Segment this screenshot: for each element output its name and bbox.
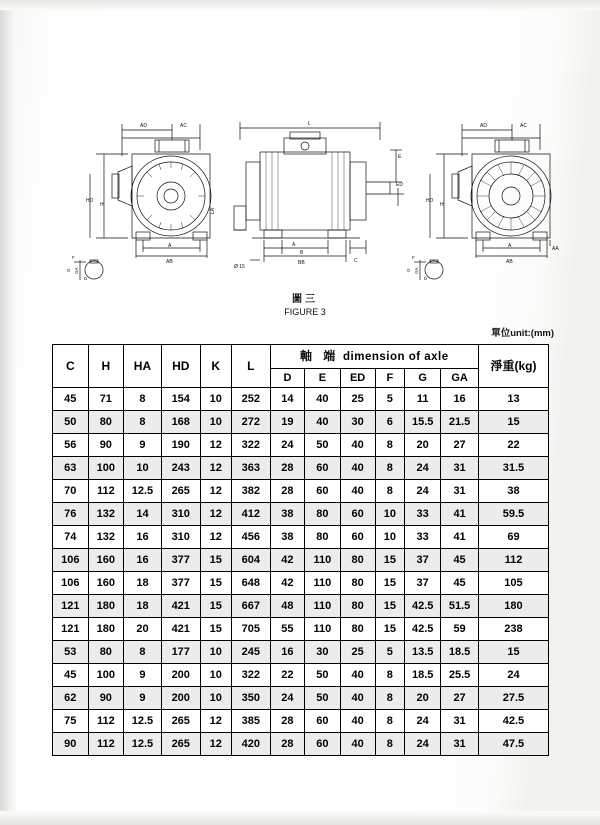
cell-h: 100 (88, 457, 124, 480)
cell-hd: 421 (161, 595, 200, 618)
cell-e: 60 (305, 480, 340, 503)
cell-g: 15.5 (405, 411, 441, 434)
cell-h: 71 (88, 388, 124, 411)
cell-g: 33 (405, 503, 441, 526)
svg-text:Ø 15: Ø 15 (234, 264, 245, 270)
cell-k: 12 (200, 710, 231, 733)
cell-ed: 80 (340, 549, 375, 572)
cell-ed: 40 (340, 434, 375, 457)
cell-ga: 45 (441, 549, 479, 572)
cell-g: 20 (405, 687, 441, 710)
cell-hd: 310 (161, 526, 200, 549)
header-e: E (305, 369, 340, 388)
cell-h: 100 (88, 664, 124, 687)
svg-text:HD: HD (426, 198, 434, 204)
cell-ed: 40 (340, 710, 375, 733)
figure-caption-en: FIGURE 3 (284, 307, 326, 317)
cell-hd: 154 (161, 388, 200, 411)
cell-g: 24 (405, 457, 441, 480)
cell-h: 112 (88, 480, 124, 503)
cell-e: 110 (305, 572, 340, 595)
cell-ed: 40 (340, 733, 375, 756)
cell-f: 10 (375, 526, 405, 549)
cell-ed: 80 (340, 572, 375, 595)
cell-weight: 59.5 (478, 503, 548, 526)
cell-g: 24 (405, 710, 441, 733)
cell-hd: 200 (161, 687, 200, 710)
cell-c: 45 (53, 664, 89, 687)
cell-hd: 243 (161, 457, 200, 480)
header-ga: GA (441, 369, 479, 388)
cell-weight: 38 (478, 480, 548, 503)
cell-weight: 112 (478, 549, 548, 572)
cell-h: 80 (88, 411, 124, 434)
cell-g: 33 (405, 526, 441, 549)
cell-l: 363 (231, 457, 270, 480)
cell-ga: 59 (441, 618, 479, 641)
svg-text:AD: AD (480, 123, 487, 129)
cell-f: 8 (375, 664, 405, 687)
cell-k: 15 (200, 618, 231, 641)
header-axle-group-en: dimension of axle (343, 351, 449, 363)
svg-text:E: E (398, 154, 402, 160)
table-head (53, 345, 549, 388)
cell-hd: 377 (161, 549, 200, 572)
table-body (53, 388, 549, 756)
cell-ed: 25 (340, 641, 375, 664)
table-header-row-1 (53, 345, 549, 369)
cell-f: 8 (375, 480, 405, 503)
cell-k: 12 (200, 733, 231, 756)
cell-k: 12 (200, 434, 231, 457)
figure-caption-cn: 圖三 (292, 294, 318, 305)
table-row (53, 503, 549, 526)
cell-ed: 25 (340, 388, 375, 411)
cell-weight: 238 (478, 618, 548, 641)
cell-weight: 69 (478, 526, 548, 549)
cell-d: 38 (270, 526, 304, 549)
cell-l: 705 (231, 618, 270, 641)
header-axle-group-cn: 軸 端 (299, 349, 340, 363)
cell-ed: 40 (340, 687, 375, 710)
motor-drawings (20, 110, 580, 290)
cell-ha: 16 (124, 526, 162, 549)
cell-k: 12 (200, 503, 231, 526)
cell-hd: 421 (161, 618, 200, 641)
cell-g: 11 (405, 388, 441, 411)
cell-e: 80 (305, 503, 340, 526)
cell-ed: 80 (340, 618, 375, 641)
cell-weight: 42.5 (478, 710, 548, 733)
header-ed: ED (340, 369, 375, 388)
svg-text:ED: ED (396, 182, 403, 188)
paper-edge-left (0, 0, 16, 825)
cell-f: 8 (375, 710, 405, 733)
cell-weight: 24 (478, 664, 548, 687)
cell-f: 8 (375, 733, 405, 756)
cell-l: 667 (231, 595, 270, 618)
svg-text:G: G (66, 268, 71, 272)
cell-k: 10 (200, 664, 231, 687)
cell-e: 60 (305, 733, 340, 756)
cell-g: 24 (405, 733, 441, 756)
cell-l: 385 (231, 710, 270, 733)
cell-d: 42 (270, 549, 304, 572)
cell-d: 24 (270, 687, 304, 710)
cell-hd: 200 (161, 664, 200, 687)
cell-l: 420 (231, 733, 270, 756)
cell-g: 42.5 (405, 618, 441, 641)
svg-text:A: A (508, 243, 512, 249)
cell-e: 110 (305, 618, 340, 641)
svg-text:LA: LA (210, 207, 216, 214)
svg-text:AC: AC (520, 123, 527, 129)
table-row (53, 457, 549, 480)
cell-k: 10 (200, 411, 231, 434)
table-row (53, 526, 549, 549)
svg-text:AB: AB (166, 259, 173, 265)
cell-l: 245 (231, 641, 270, 664)
dimensions-table-wrapper (52, 344, 549, 756)
cell-h: 180 (88, 595, 124, 618)
cell-weight: 13 (478, 388, 548, 411)
svg-text:L: L (308, 121, 311, 127)
cell-g: 42.5 (405, 595, 441, 618)
cell-k: 10 (200, 641, 231, 664)
cell-ga: 21.5 (441, 411, 479, 434)
cell-h: 160 (88, 549, 124, 572)
cell-h: 180 (88, 618, 124, 641)
cell-ha: 9 (124, 687, 162, 710)
cell-weight: 15 (478, 411, 548, 434)
cell-g: 24 (405, 480, 441, 503)
cell-d: 28 (270, 733, 304, 756)
cell-h: 112 (88, 733, 124, 756)
cell-k: 12 (200, 526, 231, 549)
svg-text:HD: HD (86, 198, 94, 204)
cell-c: 70 (53, 480, 89, 503)
cell-c: 63 (53, 457, 89, 480)
table-row (53, 687, 549, 710)
table-row (53, 480, 549, 503)
header-f: F (375, 369, 405, 388)
cell-ha: 18 (124, 572, 162, 595)
svg-text:AA: AA (552, 246, 559, 252)
cell-ga: 25.5 (441, 664, 479, 687)
figure-caption (250, 294, 360, 318)
cell-k: 15 (200, 549, 231, 572)
cell-g: 13.5 (405, 641, 441, 664)
cell-ha: 8 (124, 641, 162, 664)
cell-f: 6 (375, 411, 405, 434)
cell-f: 8 (375, 457, 405, 480)
cell-hd: 377 (161, 572, 200, 595)
cell-f: 8 (375, 434, 405, 457)
cell-ga: 18.5 (441, 641, 479, 664)
figure-center-side-view (220, 110, 403, 270)
cell-k: 12 (200, 480, 231, 503)
cell-l: 350 (231, 687, 270, 710)
table-row (53, 664, 549, 687)
cell-ha: 12.5 (124, 733, 162, 756)
header-h: H (88, 345, 124, 388)
cell-c: 90 (53, 733, 89, 756)
cell-weight: 27.5 (478, 687, 548, 710)
table-row (53, 618, 549, 641)
cell-ed: 60 (340, 503, 375, 526)
cell-l: 412 (231, 503, 270, 526)
cell-ha: 9 (124, 664, 162, 687)
svg-text:B: B (300, 250, 304, 256)
cell-d: 28 (270, 457, 304, 480)
cell-g: 37 (405, 549, 441, 572)
cell-d: 55 (270, 618, 304, 641)
svg-text:GA: GA (74, 267, 79, 274)
cell-d: 48 (270, 595, 304, 618)
cell-ha: 20 (124, 618, 162, 641)
table-row (53, 434, 549, 457)
paper-edge-bottom (0, 811, 600, 825)
cell-weight: 15 (478, 641, 548, 664)
cell-h: 160 (88, 572, 124, 595)
paper-edge-top (0, 0, 600, 10)
cell-c: 56 (53, 434, 89, 457)
cell-f: 8 (375, 687, 405, 710)
cell-ed: 40 (340, 664, 375, 687)
svg-text:GA: GA (414, 267, 419, 274)
cell-d: 19 (270, 411, 304, 434)
cell-c: 75 (53, 710, 89, 733)
cell-weight: 31.5 (478, 457, 548, 480)
cell-k: 10 (200, 388, 231, 411)
cell-hd: 168 (161, 411, 200, 434)
cell-c: 53 (53, 641, 89, 664)
cell-d: 16 (270, 641, 304, 664)
svg-text:G: G (406, 268, 411, 272)
cell-ha: 12.5 (124, 710, 162, 733)
cell-c: 74 (53, 526, 89, 549)
cell-c: 121 (53, 618, 89, 641)
table-row (53, 641, 549, 664)
svg-text:D: D (84, 276, 88, 280)
header-g: G (405, 369, 441, 388)
svg-text:F: F (72, 255, 75, 260)
table-row (53, 595, 549, 618)
cell-l: 322 (231, 664, 270, 687)
cell-weight: 105 (478, 572, 548, 595)
cell-h: 80 (88, 641, 124, 664)
cell-ha: 14 (124, 503, 162, 526)
header-k: K (200, 345, 231, 388)
header-c: C (53, 345, 89, 388)
cell-hd: 177 (161, 641, 200, 664)
cell-e: 50 (305, 664, 340, 687)
cell-e: 80 (305, 526, 340, 549)
cell-ed: 30 (340, 411, 375, 434)
cell-ga: 51.5 (441, 595, 479, 618)
cell-weight: 180 (478, 595, 548, 618)
cell-e: 110 (305, 549, 340, 572)
cell-l: 604 (231, 549, 270, 572)
cell-d: 42 (270, 572, 304, 595)
cell-hd: 265 (161, 733, 200, 756)
cell-ha: 18 (124, 595, 162, 618)
cell-e: 30 (305, 641, 340, 664)
cell-ga: 45 (441, 572, 479, 595)
cell-c: 106 (53, 572, 89, 595)
cell-f: 5 (375, 641, 405, 664)
svg-text:H: H (440, 202, 444, 208)
header-l: L (231, 345, 270, 388)
header-d: D (270, 369, 304, 388)
cell-f: 15 (375, 549, 405, 572)
cell-h: 112 (88, 710, 124, 733)
cell-f: 15 (375, 572, 405, 595)
cell-l: 272 (231, 411, 270, 434)
cell-ga: 41 (441, 526, 479, 549)
cell-ed: 80 (340, 595, 375, 618)
cell-ga: 31 (441, 733, 479, 756)
cell-hd: 310 (161, 503, 200, 526)
table-row (53, 411, 549, 434)
cell-hd: 190 (161, 434, 200, 457)
cell-c: 50 (53, 411, 89, 434)
cell-l: 252 (231, 388, 270, 411)
cell-h: 90 (88, 434, 124, 457)
svg-text:D: D (424, 276, 428, 280)
svg-text:AC: AC (180, 123, 187, 129)
figure-left-end-view (60, 110, 220, 280)
table-row (53, 710, 549, 733)
header-axle-group (270, 345, 478, 369)
cell-hd: 265 (161, 480, 200, 503)
header-hd: HD (161, 345, 200, 388)
cell-l: 456 (231, 526, 270, 549)
cell-weight: 22 (478, 434, 548, 457)
cell-c: 76 (53, 503, 89, 526)
dimensions-table (52, 344, 549, 756)
svg-text:BB: BB (298, 260, 305, 266)
cell-h: 132 (88, 526, 124, 549)
cell-hd: 265 (161, 710, 200, 733)
cell-g: 20 (405, 434, 441, 457)
cell-ed: 40 (340, 480, 375, 503)
cell-ha: 9 (124, 434, 162, 457)
cell-e: 60 (305, 457, 340, 480)
table-row (53, 388, 549, 411)
svg-text:H: H (100, 202, 104, 208)
cell-ga: 41 (441, 503, 479, 526)
cell-g: 37 (405, 572, 441, 595)
cell-l: 648 (231, 572, 270, 595)
header-weight: 淨重(kg) (478, 345, 548, 388)
cell-g: 18.5 (405, 664, 441, 687)
svg-text:F: F (412, 255, 415, 260)
table-row (53, 572, 549, 595)
table-row (53, 549, 549, 572)
cell-ga: 31 (441, 457, 479, 480)
cell-e: 50 (305, 434, 340, 457)
cell-l: 382 (231, 480, 270, 503)
cell-l: 322 (231, 434, 270, 457)
unit-note: 單位unit:(mm) (491, 328, 554, 339)
cell-f: 5 (375, 388, 405, 411)
cell-ga: 31 (441, 710, 479, 733)
cell-c: 62 (53, 687, 89, 710)
cell-d: 22 (270, 664, 304, 687)
cell-ha: 8 (124, 411, 162, 434)
cell-ga: 27 (441, 434, 479, 457)
cell-weight: 47.5 (478, 733, 548, 756)
cell-c: 45 (53, 388, 89, 411)
cell-e: 50 (305, 687, 340, 710)
cell-d: 14 (270, 388, 304, 411)
cell-ga: 16 (441, 388, 479, 411)
cell-f: 10 (375, 503, 405, 526)
cell-e: 40 (305, 411, 340, 434)
cell-c: 106 (53, 549, 89, 572)
cell-h: 132 (88, 503, 124, 526)
cell-k: 12 (200, 457, 231, 480)
cell-d: 28 (270, 480, 304, 503)
cell-e: 60 (305, 710, 340, 733)
cell-ha: 16 (124, 549, 162, 572)
cell-e: 40 (305, 388, 340, 411)
cell-d: 38 (270, 503, 304, 526)
cell-d: 28 (270, 710, 304, 733)
cell-ha: 10 (124, 457, 162, 480)
cell-c: 121 (53, 595, 89, 618)
cell-e: 110 (305, 595, 340, 618)
cell-k: 15 (200, 572, 231, 595)
table-row (53, 733, 549, 756)
cell-ha: 8 (124, 388, 162, 411)
cell-h: 90 (88, 687, 124, 710)
figure-right-end-view (400, 110, 570, 280)
cell-f: 15 (375, 618, 405, 641)
cell-ga: 27 (441, 687, 479, 710)
svg-text:AD: AD (140, 123, 147, 129)
svg-text:C: C (354, 258, 358, 264)
cell-ga: 31 (441, 480, 479, 503)
svg-text:A: A (168, 243, 172, 249)
svg-text:A: A (292, 242, 296, 248)
header-ha: HA (124, 345, 162, 388)
cell-ed: 40 (340, 457, 375, 480)
cell-k: 10 (200, 687, 231, 710)
cell-ed: 60 (340, 526, 375, 549)
cell-k: 15 (200, 595, 231, 618)
cell-ha: 12.5 (124, 480, 162, 503)
svg-text:AB: AB (506, 259, 513, 265)
cell-d: 24 (270, 434, 304, 457)
cell-f: 15 (375, 595, 405, 618)
